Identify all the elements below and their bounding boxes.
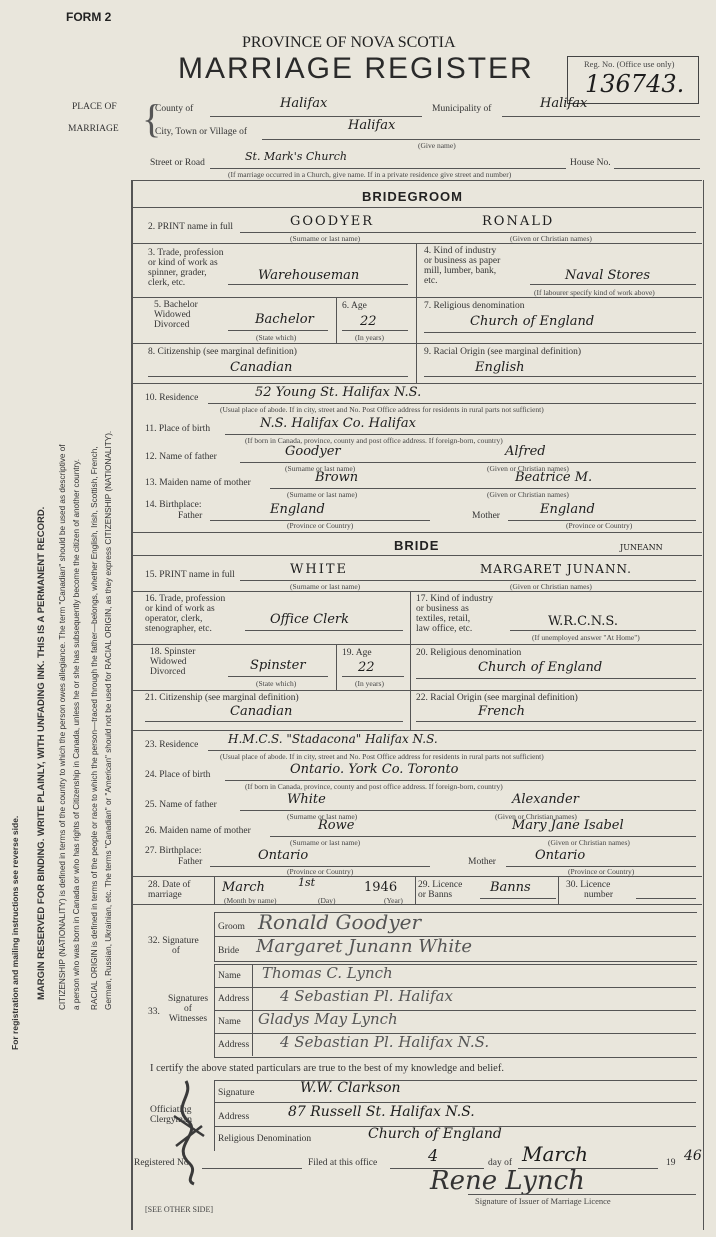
bride-age-caption: (In years) (355, 679, 384, 688)
filed-month: March (522, 1142, 589, 1166)
groom-bp-father-label: Father (178, 511, 203, 521)
bride-status-caption: (State which) (256, 679, 297, 688)
licence-value: Banns (490, 880, 531, 895)
groom-birth-caption: (If born in Canada, province, county and post office address. If foreign-born, country) (245, 436, 503, 445)
w1-address: 4 Sebastian Pl. Halifax (280, 987, 453, 1005)
w2-name: Gladys May Lynch (258, 1010, 398, 1028)
place-label-2: MARRIAGE (68, 124, 119, 134)
groom-bp-caption-1: (Province or Country) (287, 521, 354, 530)
bride-status-label: 18. Spinster Widowed Divorced (150, 647, 196, 677)
groom-given: RONALD (482, 214, 555, 229)
bride-signature: Margaret Junann White (256, 936, 473, 957)
bride-bp-father: Ontario (258, 848, 309, 863)
clergy-address: 87 Russell St. Halifax N.S. (288, 1104, 475, 1120)
filed-label: Filed at this office (308, 1158, 378, 1168)
reg-no-value: 136743. (585, 70, 685, 98)
bride-bp-caption-1: (Province or Country) (287, 867, 354, 876)
w2-address: 4 Sebastian Pl. Halifax N.S. (280, 1033, 490, 1051)
bride-residence-caption: (Usual place of abode. If in city, street and No. Post Office address for residents in rural parts not sufficient) (220, 752, 544, 761)
day-caption: (Day) (318, 896, 336, 905)
city-label: City, Town or Village of (155, 127, 247, 137)
groom-citizen-label: 8. Citizenship (see marginal definition) (148, 347, 297, 357)
groom-racial-label: 9. Racial Origin (see marginal definition) (424, 347, 582, 357)
bride-given-caption: (Given or Christian names) (510, 582, 592, 591)
street-label: Street or Road (150, 158, 205, 168)
groom-signature: Ronald Goodyer (258, 910, 422, 934)
bride-heading: BRIDE (394, 538, 440, 553)
bride-religion-label: 20. Religious denomination (416, 648, 522, 658)
signature-field-label: Signature (218, 1088, 255, 1098)
groom-residence-caption: (Usual place of abode. If in city, street and No. Post Office address for residents in rural parts not sufficient) (220, 405, 544, 414)
day-of-label: day of (488, 1158, 513, 1168)
bride-bp-mother-label: Mother (468, 857, 496, 867)
groom-trade-label: 3. Trade, profession or kind of work as spinner, grader, clerk, etc. (148, 248, 224, 288)
bride-status: Spinster (250, 658, 306, 673)
stamp-mark (164, 1076, 214, 1186)
marriage-month: March (222, 880, 265, 895)
bride-trade-label: 16. Trade, profession or kind of work as operator, clerk, stenographer, etc. (145, 594, 226, 634)
denomination-label: Religious Denomination (218, 1134, 312, 1144)
groom-bp-father: England (270, 502, 325, 517)
municipality-value: Halifax (540, 96, 588, 111)
bride-mother-given: Mary Jane Isabel (512, 818, 624, 833)
w1-name: Thomas C. Lynch (262, 964, 393, 982)
bride-bp-father-label: Father (178, 857, 203, 867)
clergy-signature: W.W. Clarkson (300, 1080, 401, 1096)
bride-age-label: 19. Age (342, 648, 372, 658)
street-value: St. Mark's Church (245, 150, 347, 163)
bride-father-surname: White (287, 792, 326, 807)
w2-address-label: Address (218, 1040, 250, 1050)
groom-citizen: Canadian (230, 360, 293, 375)
groom-status: Bachelor (255, 312, 314, 327)
w1-address-label: Address (218, 994, 250, 1004)
groom-age-label: 6. Age (342, 301, 367, 311)
sidebar-line-4: a person who was born in Canada or who has rights of Citizenship in Canada, unless he or she has subsequently become the citizen of another country. (72, 458, 81, 1010)
groom-religion-label: 7. Religious denomination (424, 301, 525, 311)
house-label: House No. (570, 158, 611, 168)
year-caption: (Year) (384, 896, 403, 905)
groom-mother-caption-1: (Surname or last name) (287, 490, 358, 499)
groom-bp-mother-label: Mother (472, 511, 500, 521)
groom-given-caption: (Given or Christian names) (510, 234, 592, 243)
groom-industry-caption: (If labourer specify kind of work above) (534, 288, 655, 297)
witness-number: 33. (148, 1007, 160, 1017)
city-value: Halifax (348, 118, 396, 133)
w2-name-label: Name (218, 1017, 241, 1027)
groom-status-caption: (State which) (256, 333, 297, 342)
groom-bp-caption-2: (Province or Country) (566, 521, 633, 530)
groom-father-label: 12. Name of father (145, 452, 217, 462)
issuer-caption: Signature of Issuer of Marriage Licence (475, 1196, 611, 1206)
sidebar-line-2: MARGIN RESERVED FOR BINDING. WRITE PLAINLY, WITH UNFADING INK. THIS IS A PERMANENT RECORD. (36, 506, 47, 1000)
marriage-day: 1st (298, 876, 316, 889)
filed-year: 46 (684, 1148, 702, 1164)
bride-age: 22 (358, 660, 375, 675)
certify-text: I certify the above stated particulars are true to the best of my knowledge and belief. (150, 1063, 504, 1074)
bride-bp-mother: Ontario (535, 848, 586, 863)
bride-religion: Church of England (478, 660, 603, 675)
reg-no-label: Reg. No. (Office use only) (584, 59, 675, 69)
groom-father-given: Alfred (505, 444, 546, 459)
groom-residence: 52 Young St. Halifax N.S. (255, 385, 422, 400)
groom-residence-label: 10. Residence (145, 393, 199, 403)
groom-birth: N.S. Halifax Co. Halifax (260, 416, 416, 431)
bride-industry-caption: (If unemployed answer "At Home") (532, 633, 640, 642)
bride-industry-label: 17. Kind of industry or business as textiles, retail, law office, etc. (416, 594, 494, 634)
bride-residence-label: 23. Residence (145, 740, 199, 750)
groom-father-surname: Goodyer (285, 444, 341, 459)
bride-given: MARGARET JUNANN. (480, 562, 632, 576)
bride-birth: Ontario. York Co. Toronto (290, 762, 459, 777)
bride-birth-caption: (If born in Canada, province, county and post office address. If foreign-born, country) (245, 782, 503, 791)
bride-birthplace-label: 27. Birthplace: (145, 846, 202, 856)
groom-birth-label: 11. Place of birth (145, 424, 211, 434)
licence-label: 29. Licence or Banns (418, 880, 463, 900)
bride-racial: French (478, 704, 525, 719)
clergy-address-label: Address (218, 1112, 250, 1122)
county-label: County of (155, 104, 194, 114)
groom-father-caption-2: (Given or Christian names) (487, 464, 569, 473)
issuer-signature: Rene Lynch (430, 1166, 585, 1196)
groom-surname-caption: (Surname or last name) (290, 234, 361, 243)
bride-given-note: JUNEANN (620, 543, 663, 552)
bride-surname: WHITE (290, 562, 348, 577)
bride-father-caption-1: (Surname or last name) (287, 812, 358, 821)
street-note: (If marriage occurred in a Church, give name. If in a private residence give street and number) (228, 170, 512, 179)
groom-mother-given: Beatrice M. (515, 470, 593, 485)
groom-sig-label: Groom (218, 922, 245, 932)
groom-father-caption-1: (Surname or last name) (285, 464, 356, 473)
groom-age: 22 (360, 314, 377, 329)
groom-age-caption: (In years) (355, 333, 384, 342)
groom-bp-mother: England (540, 502, 595, 517)
form-number: FORM 2 (66, 10, 112, 24)
bride-trade: Office Clerk (270, 612, 350, 627)
bride-industry: W.R.C.N.S. (548, 614, 619, 629)
year-prefix: 19 (666, 1158, 676, 1168)
brace: { (142, 96, 162, 141)
bride-sig-label: Bride (218, 946, 240, 956)
county-value: Halifax (280, 96, 328, 111)
province-title: PROVINCE OF NOVA SCOTIA (242, 34, 456, 51)
bride-racial-label: 22. Racial Origin (see marginal definition) (416, 693, 578, 703)
bride-mother-label: 26. Maiden name of mother (145, 826, 251, 836)
bride-print-label: 15. PRINT name in full (145, 570, 235, 580)
bride-birth-label: 24. Place of birth (145, 770, 211, 780)
bride-father-given: Alexander (512, 792, 579, 807)
groom-birthplace-label: 14. Birthplace: (145, 500, 202, 510)
w1-name-label: Name (218, 971, 241, 981)
sidebar-line-6: German, Russian, Ukrainian, etc. The terms "Canadian" or "American" should not be used for RACIAL ORIGIN, as they express CITIZENSHIP (NATIONALITY). (104, 430, 113, 1010)
bride-bp-caption-2: (Province or Country) (568, 867, 635, 876)
bride-mother-caption-2: (Given or Christian names) (548, 838, 630, 847)
marriage-year: 1946 (364, 880, 398, 895)
groom-status-label: 5. Bachelor Widowed Divorced (154, 300, 198, 330)
licence-number-label: 30. Licence number (566, 880, 614, 900)
groom-mother-caption-2: (Given or Christian names) (487, 490, 569, 499)
groom-religion: Church of England (470, 314, 595, 329)
bride-mother-surname: Rowe (318, 818, 355, 833)
sidebar-line-3: CITIZENSHIP (NATIONALITY) is defined in terms of the country to which the person owes allegiance. The term "Canadian" should be used as descriptive of (58, 444, 67, 1010)
bride-surname-caption: (Surname or last name) (290, 582, 361, 591)
groom-industry-label: 4. Kind of industry or business as paper mill, lumber, bank, etc. (424, 246, 501, 286)
bridegroom-heading: BRIDEGROOM (362, 189, 463, 204)
month-caption: (Month by name) (224, 896, 277, 905)
groom-trade: Warehouseman (258, 268, 360, 283)
officiating-label: Officiating Clergyman (150, 1105, 193, 1125)
groom-print-label: 2. PRINT name in full (148, 222, 234, 232)
witness-label: Signatures of Witnesses (167, 994, 209, 1024)
groom-mother-label: 13. Maiden name of mother (145, 478, 251, 488)
sidebar-line-5: RACIAL ORIGIN is defined in terms of the people or race to which the person—traced through the father—belongs, whether English, Irish, Scottish, French, (90, 446, 99, 1010)
registered-label: Registered No. (134, 1158, 191, 1168)
groom-surname: GOODYER (290, 214, 374, 229)
groom-mother-surname: Brown (315, 470, 359, 485)
bride-father-caption-2: (Given or Christian names) (495, 812, 577, 821)
signature-label: 32. Signature of (148, 936, 199, 956)
see-other-side: [SEE OTHER SIDE] (145, 1205, 213, 1214)
bride-citizen-label: 21. Citizenship (see marginal definition) (145, 693, 299, 703)
bride-mother-caption-1: (Surname or last name) (290, 838, 361, 847)
date-label: 28. Date of marriage (148, 880, 191, 900)
page-title: MARRIAGE REGISTER (178, 52, 534, 85)
place-label: PLACE OF (72, 102, 117, 112)
bride-father-label: 25. Name of father (145, 800, 217, 810)
bride-residence: H.M.C.S. "Stadacona" Halifax N.S. (228, 732, 438, 746)
groom-industry: Naval Stores (565, 268, 651, 283)
denomination: Church of England (368, 1126, 502, 1142)
bride-citizen: Canadian (230, 704, 293, 719)
sidebar-line-1: For registration and mailing instructions see reverse side. (10, 815, 20, 1050)
groom-racial: English (475, 360, 525, 375)
filed-day: 4 (428, 1146, 439, 1165)
municipality-label: Municipality of (432, 104, 492, 114)
give-name-caption: (Give name) (418, 141, 456, 150)
